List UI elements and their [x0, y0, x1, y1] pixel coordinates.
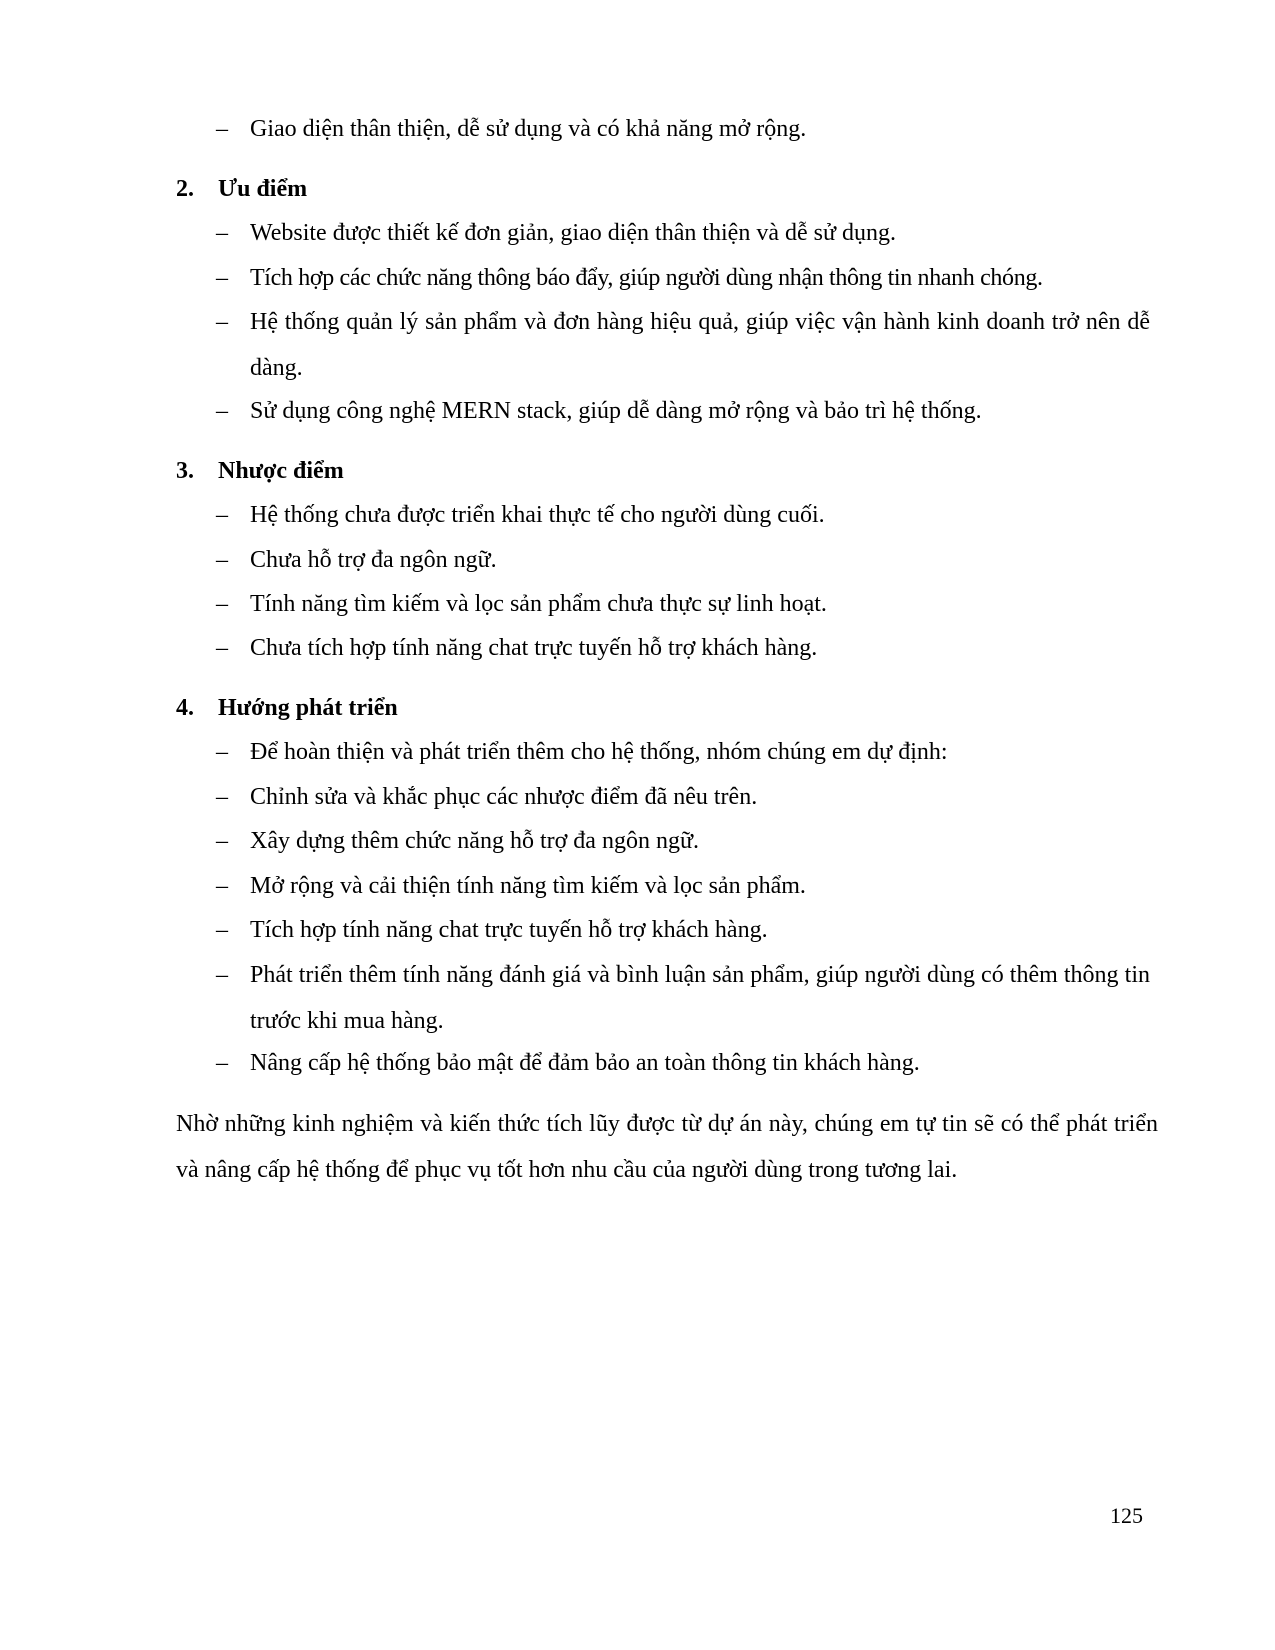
list-item-text: Tính năng tìm kiếm và lọc sản phẩm chưa thực sự linh hoạt.	[250, 591, 827, 617]
list-item-text: Nâng cấp hệ thống bảo mật để đảm bảo an toàn thông tin khách hàng.	[250, 1050, 920, 1076]
bullet-dash: –	[216, 398, 228, 424]
list-item-text: Mở rộng và cải thiện tính năng tìm kiếm và lọc sản phẩm.	[250, 873, 806, 899]
list-item-text: Hệ thống chưa được triển khai thực tế cho người dùng cuối.	[250, 502, 825, 528]
section-heading-future-development	[176, 685, 398, 731]
bullet-dash: –	[216, 1050, 228, 1076]
section-number: 3.	[176, 458, 194, 484]
bullet-dash: –	[216, 116, 228, 142]
list-item-text: Để hoàn thiện và phát triển thêm cho hệ thống, nhóm chúng em dự định:	[250, 739, 948, 765]
bullet-dash: –	[216, 917, 228, 943]
list-item-text: Phát triển thêm tính năng đánh giá và bình luận sản phẩm, giúp người dùng có thêm thông tin trước khi mua hàng.	[250, 962, 1150, 1034]
list-item-text: Chưa tích hợp tính năng chat trực tuyến hỗ trợ khách hàng.	[250, 635, 818, 661]
list-item-text: Tích hợp các chức năng thông báo đẩy, giúp người dùng nhận thông tin nhanh chóng.	[250, 265, 1043, 291]
section-number: 4.	[176, 695, 194, 721]
list-item-text: Tích hợp tính năng chat trực tuyến hỗ trợ khách hàng.	[250, 917, 768, 943]
bullet-dash: –	[216, 873, 228, 899]
bullet-dash: –	[216, 635, 228, 661]
bullet-dash: –	[216, 739, 228, 765]
bullet-dash: –	[216, 309, 228, 335]
list-item-text: Hệ thống quản lý sản phẩm và đơn hàng hiệu quả, giúp việc vận hành kinh doanh trở nên dễ dàng.	[250, 309, 1150, 381]
section-title: Nhược điểm	[218, 458, 344, 484]
list-item-text: Xây dựng thêm chức năng hỗ trợ đa ngôn ngữ.	[250, 828, 699, 854]
section-heading-disadvantages	[176, 448, 344, 494]
page-number: 125	[1110, 1503, 1143, 1528]
bullet-dash: –	[216, 784, 228, 810]
section-number: 2.	[176, 176, 194, 202]
bullet-dash: –	[216, 828, 228, 854]
section-title: Ưu điểm	[218, 176, 308, 202]
bullet-dash: –	[216, 265, 228, 291]
bullet-dash: –	[216, 220, 228, 246]
list-item-text: Website được thiết kế đơn giản, giao diện thân thiện và dễ sử dụng.	[250, 220, 896, 246]
section-title: Hướng phát triển	[218, 695, 398, 721]
bullet-dash: –	[216, 547, 228, 573]
closing-paragraph: Nhờ những kinh nghiệm và kiến thức tích lũy được từ dự án này, chúng em tự tin sẽ có thể phát triển và nâng cấp hệ thống để phục vụ tốt hơn nhu cầu của người dùng trong tương lai.	[176, 1111, 1158, 1183]
list-item-text: Sử dụng công nghệ MERN stack, giúp dễ dàng mở rộng và bảo trì hệ thống.	[250, 398, 982, 424]
bullet-dash: –	[216, 502, 228, 528]
bullet-dash: –	[216, 591, 228, 617]
list-item-text: Giao diện thân thiện, dễ sử dụng và có khả năng mở rộng.	[250, 116, 807, 142]
list-item-text: Chỉnh sửa và khắc phục các nhược điểm đã nêu trên.	[250, 784, 758, 810]
list-item-text: Chưa hỗ trợ đa ngôn ngữ.	[250, 547, 497, 573]
section-heading-advantages	[176, 166, 307, 212]
bullet-dash: –	[216, 962, 228, 988]
